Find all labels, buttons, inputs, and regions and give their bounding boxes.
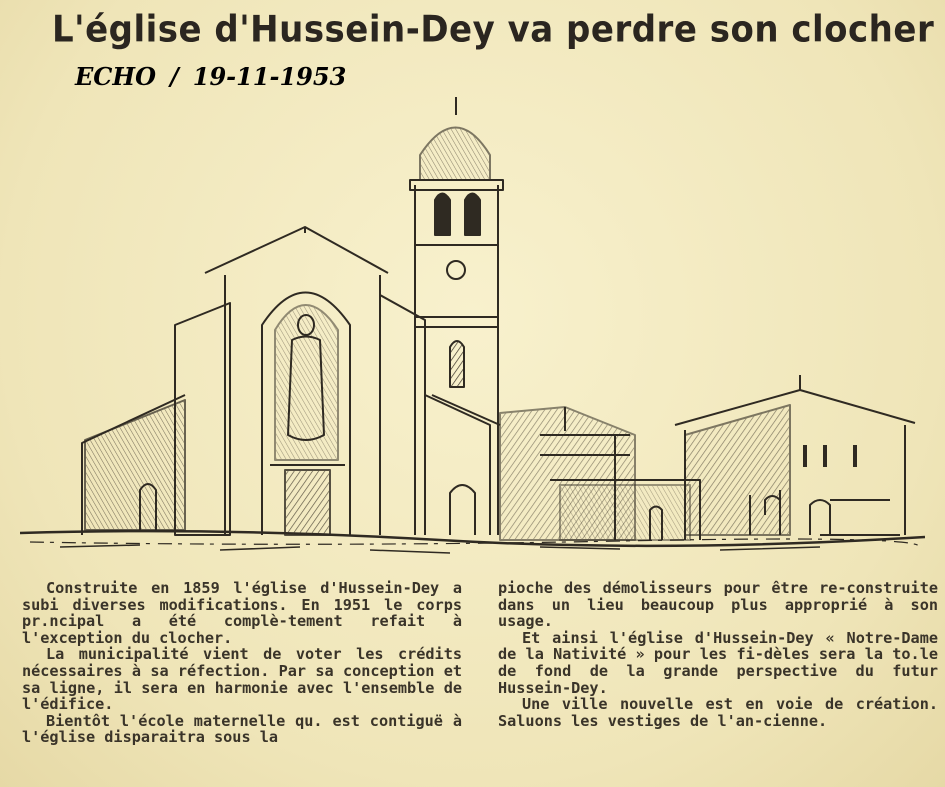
article-column-2 xyxy=(498,580,938,729)
paragraph: La municipalité vient de voter les crédits nécessaires à sa réfection. Par sa conception et sa ligne, il sera en harmonie avec l'ensemble de l'édifice. xyxy=(22,645,462,714)
publication-date: 19-11-1953 xyxy=(192,62,347,91)
paragraph: Construite en 1859 l'église d'Hussein-Dey a subi diverses modifications. En 1951 le corps pr.ncipal a été complè-tement refait à l'exception du clocher. xyxy=(22,579,462,647)
source-line xyxy=(75,62,346,91)
paragraph: Bientôt l'école maternelle qu. est contiguë à l'église disparaitra sous la xyxy=(22,711,462,747)
church-illustration xyxy=(20,95,925,570)
paragraph: pioche des démolisseurs pour être re-construite dans un lieu beaucoup plus approprié à son usage. xyxy=(498,579,938,631)
source-separator: / xyxy=(169,62,179,91)
headline: L'église d'Hussein-Dey va perdre son clocher xyxy=(52,8,935,52)
paragraph: Et ainsi l'église d'Hussein-Dey « Notre-Dame de la Nativité » pour les fi-dèles sera la to.le de fond de la grande perspective du futur Hussein-Dey. xyxy=(498,628,938,697)
paragraph: Une ville nouvelle est en voie de création. Saluons les vestiges de l'an-cienne. xyxy=(498,695,938,730)
newspaper-name: ECHO xyxy=(75,62,156,91)
article-column-1 xyxy=(22,580,462,746)
